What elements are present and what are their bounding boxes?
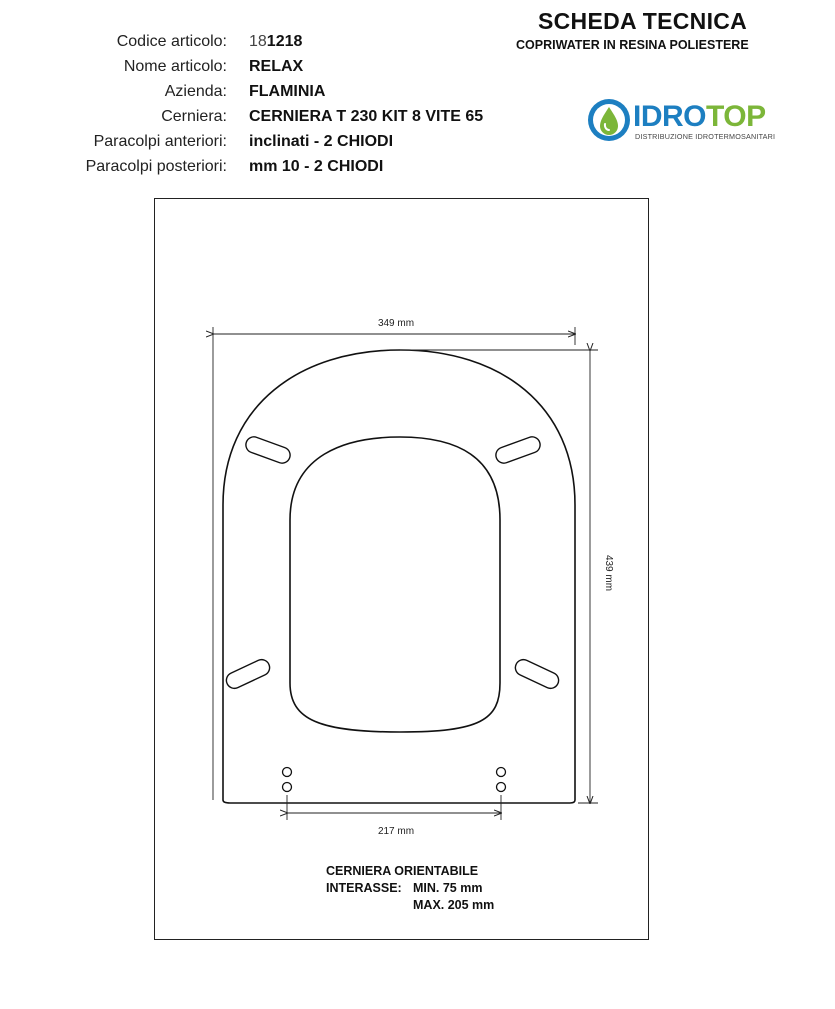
nome-value: RELAX bbox=[249, 58, 304, 75]
nome-label: Nome articolo: bbox=[123, 58, 227, 75]
codice-main: 1218 bbox=[266, 33, 303, 50]
logo-tagline: DISTRIBUZIONE IDROTERMOSANITARI bbox=[635, 132, 776, 141]
posteriori-value: mm 10 - 2 CHIODI bbox=[249, 158, 384, 175]
logo-word-green: TOP bbox=[706, 100, 766, 133]
codice-label: Codice articolo: bbox=[116, 33, 227, 50]
cerniera-label: Cerniera: bbox=[161, 108, 227, 125]
bumper-slot-bottom-right bbox=[513, 657, 561, 691]
bumper-slot-bottom-left bbox=[224, 657, 272, 691]
length-dimension bbox=[400, 350, 598, 803]
cerniera-value: CERNIERA T 230 KIT 8 VITE 65 bbox=[249, 108, 484, 125]
length-dimension-label: 439 mm bbox=[603, 554, 614, 592]
document-title: SCHEDA TECNICA bbox=[538, 8, 748, 34]
bumper-slot-top-left bbox=[244, 435, 293, 466]
azienda-value: FLAMINIA bbox=[249, 83, 326, 100]
hinge-hole bbox=[283, 783, 292, 792]
hinge-hole bbox=[497, 768, 506, 777]
hinge-hole bbox=[497, 783, 506, 792]
hinge-note-min: MIN. 75 mm bbox=[413, 881, 483, 895]
anteriori-label: Paracolpi anteriori: bbox=[93, 133, 227, 150]
codice-prefix: 18 bbox=[249, 33, 267, 50]
logo-word-blue: IDRO bbox=[633, 100, 706, 133]
hinge-note-max: MAX. 205 mm bbox=[413, 898, 495, 912]
width-dimension bbox=[213, 327, 575, 800]
azienda-label: Azienda: bbox=[164, 83, 227, 100]
hinge-note-title: CERNIERA ORIENTABILE bbox=[326, 864, 479, 878]
width-dimension-label: 349 mm bbox=[377, 318, 415, 329]
bumper-slot-top-right bbox=[494, 435, 543, 466]
posteriori-label: Paracolpi posteriori: bbox=[85, 158, 227, 175]
hinge-spacing-label: 217 mm bbox=[377, 826, 415, 837]
seat-inner-opening bbox=[290, 437, 500, 732]
seat-outer-outline bbox=[223, 350, 575, 803]
hinge-spacing-dimension bbox=[287, 795, 501, 820]
hinge-hole bbox=[283, 768, 292, 777]
document-subtitle: COPRIWATER IN RESINA POLIESTERE bbox=[516, 38, 749, 52]
hinge-note-interasse-label: INTERASSE: bbox=[326, 881, 402, 895]
anteriori-value: inclinati - 2 CHIODI bbox=[249, 133, 394, 150]
